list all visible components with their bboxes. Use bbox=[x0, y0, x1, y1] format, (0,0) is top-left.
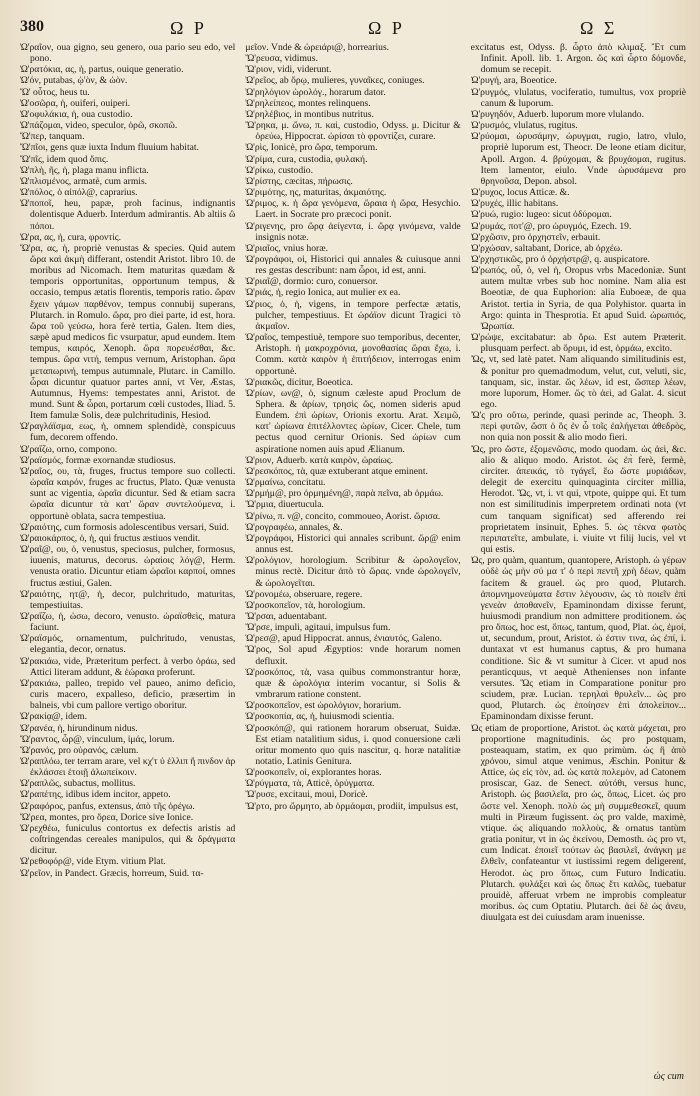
dictionary-entry: Ὠ'ραγλάϊσμα, εως, ἡ, omnem splendidè, conspicuus fum, decorem offendo. bbox=[20, 421, 236, 444]
dictionary-entry: Ὠ'ρχώσαν, saltabant, Dorice, ab ὀρχέω. bbox=[470, 242, 623, 254]
dictionary-entry: Ὡ'ραπέτης, idibus idem incitor, appeto. bbox=[20, 789, 171, 801]
dictionary-entry: Ὠ'ριαῖος, vnius horæ. bbox=[245, 242, 328, 254]
dictionary-entry: Ὡ'ραφόρος, panfus, extensus, ἀπὸ τῆς ὀρέγω. bbox=[20, 800, 195, 812]
dictionary-entry: Ὡ'ροσκοπεῖν, οἱ, explorantes horas. bbox=[245, 767, 382, 779]
catchword: ὡς cum bbox=[653, 1071, 684, 1082]
dictionary-entry: Ὠ'ποποῖ, heu, papæ, proh facinus, indignantis dolentisque Aduerb. Interdum admirantis. Ab altiis ὢ πόποι. bbox=[20, 198, 236, 232]
dictionary-entry: Ὡ'ρεσκόπος, τὰ, quæ extuberant atque eminent. bbox=[245, 465, 428, 477]
dictionary-entry: Ὠ'ρηλείπεος, montes relinquens. bbox=[245, 97, 371, 109]
dictionary-entry: Ὡ'ροσκοπεῖον, τὰ, horologium. bbox=[245, 599, 366, 611]
dictionary-entry: Ὠ'οφυλάκια, ἡ, oua custodio. bbox=[20, 108, 133, 120]
page-number: 380 bbox=[20, 18, 44, 35]
dictionary-entry: Ὥ'ς pro οὕτω, perinde, quasi perinde ac, Theoph. 3. περὶ φυτῶν, ὥσπ ὁ ὃς ἐν ὧ τοῖς ἐαλήγεται ἀθεδρὸς, non quia non possit & alio modo fieri. bbox=[470, 410, 686, 444]
column-left bbox=[20, 42, 235, 1082]
dictionary-entry: Ὡ'ραῖος, tempestiuè, tempore suo temporibus, decenter, Aristoph. ἡ μακροχρόνια, μονοθασίας ὥραι ἔχω, i. Comm. κατὰ καιρὸν ἡ ἐπιτήδειον, interrogas enim opportunè. bbox=[245, 332, 461, 377]
dictionary-entry: Ὠ'ρίστης, cæcitas, πήρωσις. bbox=[245, 175, 353, 187]
dictionary-entry: Ὠ'ρὶς, Ionicè, pro ὥρα, temporum. bbox=[245, 142, 378, 154]
dictionary-entry: Ὡ'ρωπός, οὖ, ὁ, vel ἡ, Oropus vrbs Macedoniæ. Sunt autem multæ vrbes sub hoc nomine. Nam alia est Boeotiæ, de qua Euphorion: alia Euboeæ, de qua Aristot. tertia in Syria, de qua Polyhistor. quarta in Argo: quinta in Thesprotia. Et apud Suid. ὠρωπιός, Ὠρωπία. bbox=[470, 265, 686, 332]
dictionary-entry: Ὡ'ρονομέω, obseruare, regere. bbox=[245, 588, 363, 600]
dictionary-entry: Ὠ'ρογράφοι, Historici qui annales scribunt. ὥρ@ enim annus est. bbox=[245, 532, 461, 556]
dictionary-entry: Ὡ'ροσκοπία, ας, ἡ, huiusmodi scientia. bbox=[245, 711, 395, 723]
dictionary-entry: Ὤ'ριον, vidi, viderunt. bbox=[245, 64, 332, 76]
dictionary-entry: Ὤ'ρσε, impuli, agitaui, impulsus fum. bbox=[245, 622, 391, 634]
dictionary-entry: Ὠ'ρεῖον, in Pandect. Græcis, horreum, Suid. τα- bbox=[20, 867, 204, 879]
dictionary-entry: Ὠ'ρυχος, locus Atticæ. &. bbox=[470, 187, 570, 199]
dictionary-entry: Ὤ' οὗτος, heus tu. bbox=[20, 86, 90, 98]
page-header bbox=[20, 18, 684, 40]
dictionary-entry: Ὡ'ρογράφοι, οἱ, Historici qui annales & cuiusque anni res gestas describunt: nam ὧροι, id est, anni. bbox=[245, 253, 461, 277]
column-middle bbox=[245, 42, 460, 1082]
dictionary-entry: Ὠ'πόλος, ὁ αἰπόλ@, caprarius. bbox=[20, 187, 138, 199]
dictionary-entry: Ὤ'ρυσε, excitaui, moui, Doricè. bbox=[245, 789, 368, 801]
dictionary-entry: Ὡ'ραιότης, ητ@, ἡ, decor, pulchritudo, maturitas, tempestiuitas. bbox=[20, 588, 236, 611]
dictionary-entry: Ὡ'ρακιάω, palleo, trepido vel paueo, animo deficio, curis macero, expalleso, deficio, præsertim in balneis, vbi cum pallore vertigo oboritur. bbox=[20, 677, 236, 712]
dictionary-entry: Ὡ'ροσκόπος, τὰ, vasa quibus commonstrantur horæ, quæ & ὡρολόγια interim vocantur, si Solis & vmbrarum ratione constent. bbox=[245, 666, 461, 701]
dictionary-entry: Ὠ'ρυγηδόν, Aduerb. luporum more vlulando. bbox=[470, 108, 644, 120]
dictionary-entry: Ὤ'περ, tanquam. bbox=[20, 131, 85, 143]
dictionary-entry: Ὤ'ρηκα, μ. ὤνω, π. καὶ, custodio, Odyss. μ. Dicitur & ὀρεύω, Hippocrat. ὠρίσαι τὸ φροντίζει, curare. bbox=[245, 120, 461, 143]
dictionary-entry: Ὠ'ραπλῶς, subactus, mollitus. bbox=[20, 778, 136, 790]
dictionary-entry: Ὠ'ρίων, ων@, ὁ, signum cæleste apud Proclum de Sphera. & ἀρίων, τρησὶς ὥς, nomen sideris apud Eundem. ἐπὶ ὠρίων, Orionis exortu. Arat. Χειμῶ, κατ' ὠρίωνα ἐπιτέλλοντες ὠρίων, Cicer. Chele, tum pectus quod cernitur Orionis. Sed ὠρίων cum aspiratione nomen auis apud Ælianum. bbox=[245, 387, 461, 455]
dictionary-entry: Ὠ'ρυμάς, ποτ'@, pro ὠρυγμός, Ezech. 19. bbox=[470, 220, 632, 232]
dictionary-entry: Ὠ'ρυγή, ara, Boeotice. bbox=[470, 75, 557, 87]
dictionary-entry: Ὠ'ρηλέβιος, in montibus nutritus. bbox=[245, 108, 374, 120]
dictionary-entry: Ὠ'όν, putabas, ᾠ'ὸν, & ὠὸν. bbox=[20, 75, 128, 87]
dictionary-entry: excitatus est, Odyss. β. ὦρτο ἀπὸ κλιμαξ. Ἔτ cum Infinit. Apoll. lib. 1. Argon. ὥς καὶ ὦρτο δόμονδε, domum se recepit. bbox=[470, 42, 686, 76]
dictionary-entry: Ὠ'ρυώ, rugio: lugeo: sicut ὀδύρομαι. bbox=[470, 209, 612, 221]
dictionary-entry: Ὠ'ραϊσμός, formæ exornandæ studiosus. bbox=[20, 454, 176, 466]
dictionary-entry: Ὠ'ρύομαι, ὠρυσάμην, ὠρυγμαι, rugio, latro, vlulo, propriè luporum est, Theocr. De leone etiam dicitur, Apoll. Argon. 4. βρύχομαι, & βρυχάομαι, rugitus. Item lamentor, eiulo. Vnde ὠρυσάμενα pro θρηνοῦσα, Depon. absol. bbox=[470, 131, 686, 187]
dictionary-entry: Ὥς, vt, sed latè patet. Nam aliquando similitudinis est, & ponitur pro quemadmodum, velut, cut, veluti, sic, tanquam, sic, instar. ὥς λέων, id est, ὥσπερ λέων, more luporum, Homer. ὥς τὸ ἀεὶ, ad Galat. 4. sicut ego. bbox=[470, 354, 686, 410]
dictionary-entry: Ὤ'πῖοι, gens quæ iuxta Indum fluuium habitat. bbox=[20, 142, 199, 154]
dictionary-entry: Ὠ'πλισμένος, armatè, cum armis. bbox=[20, 175, 148, 187]
dictionary-entry: Ὠ'ριάς, ἡ, regio Ionica, aut mulier ex ea. bbox=[245, 287, 401, 299]
dictionary-entry: Ὤ'ρεα, montes, pro ὄρεα, Dorice sive Ionice. bbox=[20, 811, 194, 823]
dictionary-entry: Ὡ'ρολόγιον, horologium. Scribitur & ὡρολογεῖον, minus rectè. Dicitur ἀπὸ τὸ ὥρας. vnde ὡρολογεῖν, & ὡρολογεῖται. bbox=[245, 555, 461, 589]
dictionary-entry: Ὠ'ρεῖος, ab ὄρῳ, mulieres, γυναῖκες, coniuges. bbox=[245, 75, 425, 87]
dictionary-entry: Ὠ'ρίνω, π. ν@, concito, commoueo, Aorist. ὤρισα. bbox=[245, 510, 441, 522]
dictionary-entry: Ὤ'ραντος, ὦρ@, vinculum, ἱμάς, lorum. bbox=[20, 733, 175, 745]
dictionary-entry: Ὤ'ρευσα, vidimus. bbox=[245, 53, 318, 65]
column-right bbox=[471, 42, 686, 1082]
dictionary-entry: Ὠ'ρανέα, ἡ, hirundinum nidus. bbox=[20, 722, 138, 734]
dictionary-entry: Ὠ'ρίμα, cura, custodia, φυλακή. bbox=[245, 153, 368, 165]
dictionary-entry: Ὠ'ρυχές, illic habitans. bbox=[470, 198, 559, 210]
dictionary-entry: Ὠ'ρχηστικῶς, pro ὁ ὀρχήστρ@, q. auspicatore. bbox=[470, 253, 650, 265]
dictionary-entry: Ὤ'πῖς, idem quod ὄπις. bbox=[20, 153, 109, 165]
dictionary-entry: Ὡ'ροσκοπεῖον, est ὡρολόγιον, horarium. bbox=[245, 700, 402, 712]
dictionary-entry: Ὠ'ραΐζω, orno, compono. bbox=[20, 443, 118, 455]
running-head-left: Ω Ρ bbox=[170, 18, 207, 38]
dictionary-entry: Ὠ'ρακίᾳ@, idem. bbox=[20, 711, 87, 723]
dictionary-entry: Ὡ'ρεσ@, apud Hippocrat. annus, ἐνιαυτός, Galeno. bbox=[245, 633, 442, 645]
dictionary-entry: Ὡ'ραπλόω, ter terram arare, vel κχ'τ ὑ ἑλλιπ ἤ πινδον ἀρ ἐκλάσσει ἑτοιῇ ἀλωπείκοιν. bbox=[20, 756, 236, 779]
dictionary-entry: Ὡ'ραῖος, ου, τὰ, fruges, fructus tempore suo collecti. ὡραῖα καιρόν, fruges ac fructus, Plato. Quæ venusta sunt ac vigentia, ὡραῖα dicuntur. Sed & etiam sacra ὡραῖα dicuntur τὰ κατ' ὥραν συντελούμενα, i. opportunè oblata, sacra tempestiua. bbox=[20, 465, 236, 522]
dictionary-entry: Ὤ'ρος, Sol apud Ægyptios: vnde horarum nomen defluxit. bbox=[245, 644, 461, 667]
dictionary-entry: Ὠ'πάζομαι, video, speculor, ὁρῶ, σκοπῶ. bbox=[20, 120, 178, 132]
text-columns bbox=[20, 42, 686, 1082]
dictionary-entry: Ὡ'ριμότης, ης, maturitas, ἀκμαιότης. bbox=[245, 187, 387, 199]
dictionary-entry: Ὡ'ροσκόπ@, qui rationem horarum obseruat, Suidæ. Est etiam natalitium sidus, i. quod conuersione cæli oritur momento quo quis nascitur, q. horæ natalitiæ notatio, Latinis Genitura. bbox=[245, 722, 461, 767]
dictionary-entry: Ὠ'ρυγμός, vlulatus, vociferatio, tumultus, vox propriè canum & luporum. bbox=[470, 86, 686, 109]
dictionary-entry: Ὡ'ραιοκάρπος, ὁ, ἡ, qui fructus æstiuos vendit. bbox=[20, 532, 201, 544]
dictionary-entry: Ὠ'ρχῶσιν, pro ὀρχηστεῖν, erbauit. bbox=[470, 231, 601, 243]
dictionary-entry: Ὡ'ριον, Aduerb. κατὰ καιρὸν, ὡραίως. bbox=[245, 454, 394, 466]
dictionary-entry: Ὡ'ραῖ@, ου, ὁ, venustus, speciosus, pulcher, formosus, iuuenis, maturus, decorus. ὡραίοις λόγ@, Herm. venusta oratio. Dicuntur etiam ὡραῖοι καρποί, omnes fructus æstiui, Galen. bbox=[20, 544, 236, 589]
dictionary-entry: Ὠ'ριαῖ@, dormio: curo, conuersor. bbox=[245, 276, 378, 288]
dictionary-entry: Ὤ'ρτο, pro ὤρμητο, ab ὁρμάομαι, prodiit, impulsus est, bbox=[245, 800, 459, 812]
dictionary-entry: Ὡ'ρακιάω, vide, Præteritum perfect. à verbo ὁράω, sed Attici literam addunt, & ἑώρακα proferunt. bbox=[20, 655, 236, 678]
dictionary-entry: Ὠ'πλὴ, ῆς, ἡ, plaga manu inflicta. bbox=[20, 164, 149, 176]
dictionary-entry: Ὡ'ρεχθέω, funiculus contortus ex defectis aristis ad coſtringendas cereales manipulos, qui & δράγματα dicitur. bbox=[20, 822, 236, 857]
dictionary-entry: Ὥς, pro ὥστε, ἐξομενῶσις, modo quodam. ὡς ἀεὶ, &c. alio & aliquo modo. Aristot. ὡς ἐπ̀ ferè, fermè, circiter. ἀπεικάς, τὸ τγάγεῖ, ἔω ὥστε μυριάδων, delegit de exercitu quinquaginta circiter millia, Herodot. Ὥς, vt, i. vt qui, vtpote, quippe qui. Et tum non est similitudinis imperpretem ordinati nota (vt cum tanquam significat) sed afferendo rei proprietatem insinuit, Ephes. 5. ὡς τέκνα φωτὸς περιπατεῖτε, ambulate, i. viuite vt filij lucis, vel vt qui estis. bbox=[470, 443, 686, 556]
dictionary-entry: μεῖον. Vnde & ὡρειάρι@, horrearius. bbox=[245, 42, 390, 53]
dictionary-entry: Ὠ'ρατόκια, ας, ἡ, partus, ouique generatio. bbox=[20, 64, 184, 76]
dictionary-entry: Ὤ'ρμια, diuertucula. bbox=[245, 499, 324, 511]
running-head-center: Ω Ρ bbox=[368, 18, 405, 38]
dictionary-entry: Ὠ'ρώψε, excitabatur: ab ὄρω. Est autem Præterit. plusquam perfect. ab ὄρυμι, id est, ὀρμάω, excito. bbox=[470, 332, 686, 355]
dictionary-entry: Ὡ'ραϊσμός, ornamentum, pulchritudo, venustas, elegantia, decor, ornatus. bbox=[20, 633, 236, 656]
running-head-right: Ω Σ bbox=[580, 18, 618, 38]
dictionary-entry: Ὡ'ρμήμ@, pro ὁρμημένη@, παρὰ πεῖνα, ab ὁρμάω. bbox=[245, 488, 444, 500]
dictionary-entry: Ὤ'ρανός, pro οὐρανός, cælum. bbox=[20, 744, 139, 756]
dictionary-entry: Ὠ'οσῶρα, ἡ, ouiferi, ouiperi. bbox=[20, 97, 131, 109]
dictionary-entry: Ὡ'ρμαίνω, concitatu. bbox=[245, 477, 326, 489]
dictionary-entry: Ὡ'ριγενης, pro ὥρᾳ ἀείγεντα, i. ὥρᾳ γινόμενα, valde insignis notæ. bbox=[245, 220, 461, 243]
dictionary-entry: Ὡς etiam de proportione, Aristot. ὡς κατὰ μάχεται, pro proportione magnitudinis. ὡς pro postquam, posteaquam, statim, ex quo primùm. ὡς ἢ ἀπὸ χρόνου, simul atque venimus, Æschin. Ponitur & Attice, ὡς εἰς τὸν, ad. ὡς κατὰ πολεμὸν, ad Catonem prosiscar, Gaz. de Senect. αὐτόθι, versus hunc, Aristoph. ὡς βασιλεῖα, pro ὡς, ὅπως, Licet. ὡς pro ὥστε vel. Xenoph. πολὺ ὡς μὴ συμμεθεσκεῖ, quum multi in Piræum fugissent. ὡς pro valde, maximè, vtique. ὡς aliquando πολλοὺς, & ornatus tantùm gratia ponitur, vt in ὡς ἐκείνου, Demosth. ὡς pro vt, cum Indicat. ἐποιεῖ τούτων ὡς βασιλεῖ, ἀνάγκη με ἔλθεῖν, confateantur vt iustissimi regem deligerent, Herodot. ὡς pro ὅπως, cum Futuro Indicatiu. Plutarch. φυλάξει καὶ ὡς ὄπως ἔτι καλῶς, tuebatur prouidè, afferuat vrbem ne improbis compleatur moribus. ὡς cum Optatiu. Plutarch. ἀεὶ δὲ ὡς ἀνευ, diuulgata est dei cuiusdam aram inuenisse. bbox=[470, 722, 686, 924]
dictionary-entry: Ὠ'ρυσμός, vlulatus, rugitus. bbox=[470, 120, 578, 132]
dictionary-entry: Ὥ'ρα, ας, ἡ, propriè venustas & species. Quid autem ὥρα καὶ ἀκμὴ differant, ostendit Aristot. libro 10. de moribus ad Nicomach. Item maturitas quædam & temporis opportunitas, opportunum tempus, & occasio, tempus ætatis florentis, temporis ratio. ὥραν ἔχειν γάμων παρθένον, tempus connubij superans, Plutarch. in Romulo. ὥρα, pro diei parte, id est, hora. ὥρα τοῦ γεύσω, hora ferè tertia, Galen. Item dies, sæpè apud medicos fic vsurpatur, apud eundem. Item tempus, καιρός, Xenoph. ὥρα πορευέσθαι, &c. tempus. ὥρα νιτή, tempus vernum, Aristophan. ὥρα μεταπωρινή, tempus autumnale, Plutarc. in Camillo. ὧραι dicuntur quatuor partes anni, vt Ver, Æstas, Autumnus, Hyems: tempestates anni, Aristot. de mund. Sunt & ὧραι, portarum cœli custodes, Iliad. 5. Item famulæ Solis, deæ pulchritudinis, Hesiod. bbox=[20, 242, 236, 422]
dictionary-entry: Ὠ'ρεθοφόρ@, vide Etym. vitium Plat. bbox=[20, 856, 166, 868]
dictionary-entry: Ὠ'ρηλόγιον ὡρολόγ., horarum dator. bbox=[245, 86, 386, 98]
dictionary-entry: Ὡ'ρύγματα, τὰ, Atticè, ὀρύγματα. bbox=[245, 778, 375, 790]
dictionary-entry: Ὠ'ραῖον, oua gigno, seu genero, oua pario seu edo, vel pono. bbox=[20, 42, 236, 65]
dictionary-entry: Ὡ'ριος, ὁ, ἡ, vigens, in tempore perfectæ ætatis, pulcher, tempestiuus. Et ὡράϊον dicunt Tragici τὸ ἀκμαῖον. bbox=[245, 298, 461, 332]
dictionary-entry: Ὡς, pro quàm, quantum, quantopere, Aristoph. ὡ γέρων οὐδὲ ὡς μὴν σύ μα τ' ὁ περὶ πεντῆ χρὴ δέων, quàm facitem & grauel. ὡς pro quod, Plutarch. ἀπομνημονεύματα ἔστιν λέγουσιν, ὡς τὸ ποιεῖν ἐπὶ γενεὰν ἀποθανεῖν, Epaminondam dixisse ferunt, huiusmodi prandium non admittere proditionem. ὡς pro ὅπως, hoc est, ὅπως, tantum, quod, Plat. ὡς, ἐμοί, ut, secundum, prout, Aristot. ὡ ἐστιν τινα, ὡς ἐπί, i. duntaxat vt est humanus captus, & pro humana conditione. Sic & vt sumitur à Cicer. vt apud nos peranticquus, vt aequè Athenienses non infante versutes. Ὥς etiam in Comparatione ponitur pro sciudem, præ. Lucian. τερηλαὶ θρυλεῖν... ὡς pro quod, Plutarch. ὡς ἐποίησεν ἐπὶ ἀπολείπον... Epaminondam dixisse ferunt. bbox=[470, 555, 686, 723]
dictionary-entry: Ὡ'ραΐζω, ἡ, ὠσω, decoro, venusto. ὡραϊσθεὶς, matura faciunt. bbox=[20, 610, 236, 634]
dictionary-entry: Ὡ'ριμος, κ. ἡ ὥρα γενόμενα, ὥραια ἡ ὥρα, Hesychio. Laert. in Socrate pro præcoci ponit. bbox=[245, 198, 461, 221]
dictionary-entry: Ὡ'ριακῶς, dicitur, Boeotica. bbox=[245, 376, 353, 388]
dictionary-entry: Ὡ'ραιότης, cum formosis adolescentibus versari, Suid. bbox=[20, 521, 229, 533]
dictionary-entry: Ὡ'ρίκω, custodio. bbox=[245, 164, 313, 176]
dictionary-entry: Ὡ'ρογραφέω, annales, &. bbox=[245, 521, 343, 533]
dictionary-entry: Ὠ'ρα, ας, ἡ, cura, φροντίς. bbox=[20, 231, 121, 243]
dictionary-entry: Ὥ'ρσαι, aduentabant. bbox=[245, 610, 328, 622]
